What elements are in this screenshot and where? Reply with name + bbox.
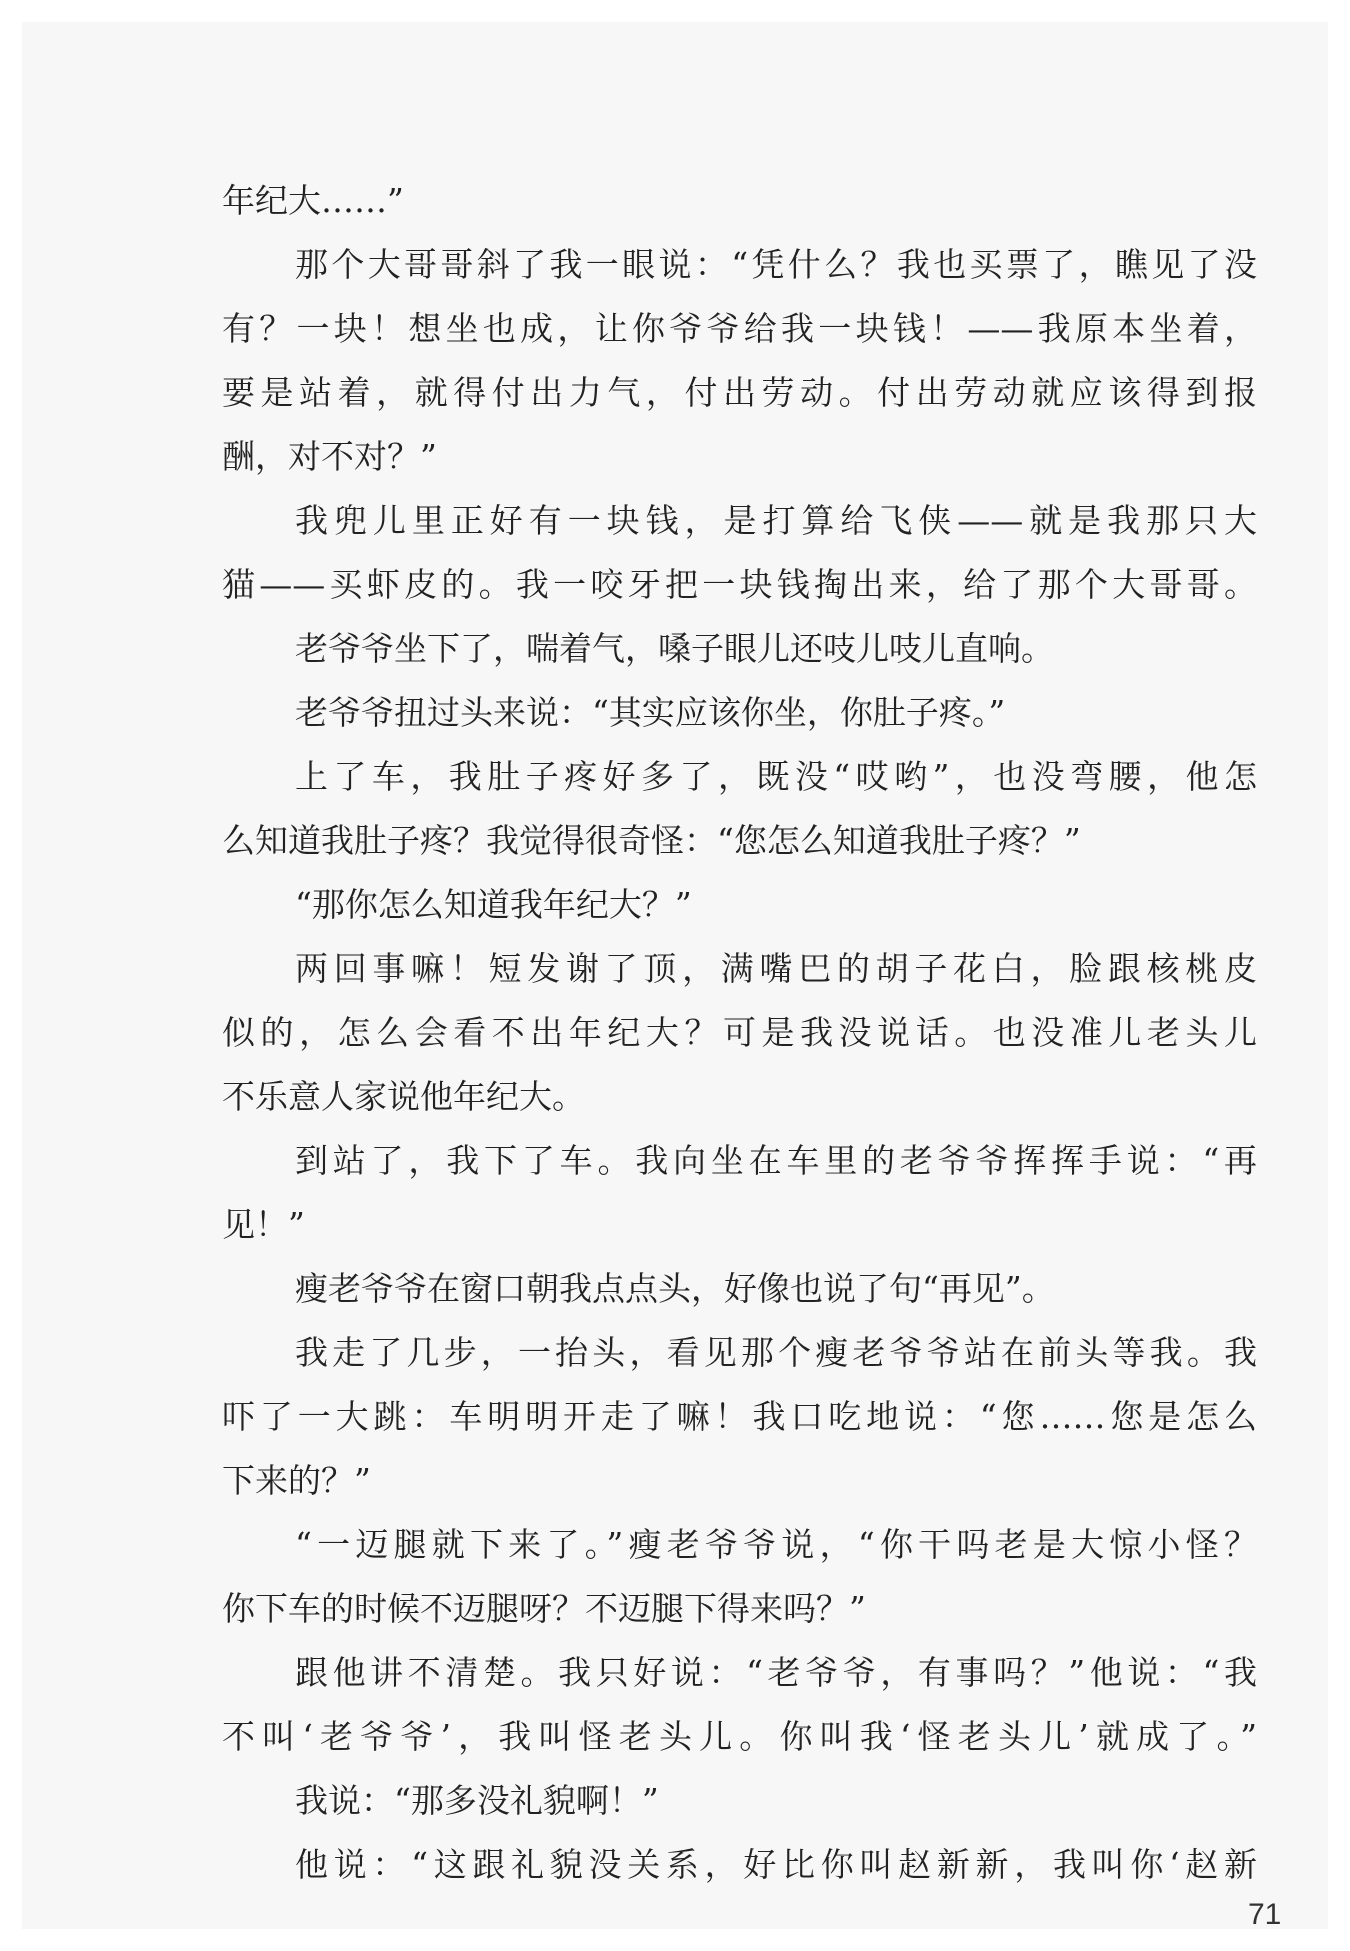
text-line-20: 吓了一大跳：车明明开走了嘛！我口吃地说：“您……您是怎么 [222, 1397, 1257, 1436]
text-line-14: 似的，怎么会看不出年纪大？可是我没说话。也没准儿老头儿 [222, 1013, 1257, 1052]
text-line-1: 年纪大……” [222, 181, 404, 220]
text-line-15: 不乐意人家说他年纪大。 [222, 1077, 585, 1116]
text-line-25: 不叫‘老爷爷’，我叫怪老头儿。你叫我‘怪老头儿’就成了。” [222, 1717, 1257, 1756]
text-line-2: 那个大哥哥斜了我一眼说：“凭什么？我也买票了，瞧见了没 [295, 245, 1257, 284]
text-line-9: 老爷爷扭过头来说：“其实应该你坐，你肚子疼。” [295, 693, 1006, 732]
text-line-27: 他说：“这跟礼貌没关系，好比你叫赵新新，我叫你‘赵新 [295, 1845, 1257, 1884]
text-line-10: 上了车，我肚子疼好多了，既没“哎哟”，也没弯腰，他怎 [295, 757, 1257, 796]
text-line-18: 瘦老爷爷在窗口朝我点点头，好像也说了句“再见”。 [295, 1269, 1055, 1308]
text-line-23: 你下车的时候不迈腿呀？不迈腿下得来吗？” [222, 1589, 866, 1628]
text-line-17: 见！” [222, 1205, 305, 1244]
text-line-12: “那你怎么知道我年纪大？” [295, 885, 692, 924]
text-line-19: 我走了几步，一抬头，看见那个瘦老爷爷站在前头等我。我 [295, 1333, 1257, 1372]
text-line-13: 两回事嘛！短发谢了顶，满嘴巴的胡子花白，脸跟核桃皮 [295, 949, 1257, 988]
text-line-8: 老爷爷坐下了，喘着气，嗓子眼儿还吱儿吱儿直响。 [295, 629, 1054, 668]
text-line-26: 我说：“那多没礼貌啊！” [295, 1781, 659, 1820]
text-line-22: “一迈腿就下来了。”瘦老爷爷说，“你干吗老是大惊小怪？ [295, 1525, 1257, 1564]
text-line-4: 要是站着，就得付出力气，付出劳动。付出劳动就应该得到报 [222, 373, 1257, 412]
text-line-21: 下来的？” [222, 1461, 371, 1500]
text-line-6: 我兜儿里正好有一块钱，是打算给飞侠——就是我那只大 [295, 501, 1257, 540]
text-line-16: 到站了，我下了车。我向坐在车里的老爷爷挥挥手说：“再 [295, 1141, 1257, 1180]
text-line-11: 么知道我肚子疼？我觉得很奇怪：“您怎么知道我肚子疼？” [222, 821, 1081, 860]
text-line-7: 猫——买虾皮的。我一咬牙把一块钱掏出来，给了那个大哥哥。 [222, 565, 1257, 604]
text-line-5: 酬，对不对？” [222, 437, 437, 476]
body-text [222, 169, 1257, 1897]
text-line-24: 跟他讲不清楚。我只好说：“老爷爷，有事吗？”他说：“我 [295, 1653, 1257, 1692]
page-number: 71 [1248, 1898, 1282, 1931]
text-line-3: 有？一块！想坐也成，让你爷爷给我一块钱！——我原本坐着， [222, 309, 1257, 348]
book-page [22, 22, 1328, 1929]
